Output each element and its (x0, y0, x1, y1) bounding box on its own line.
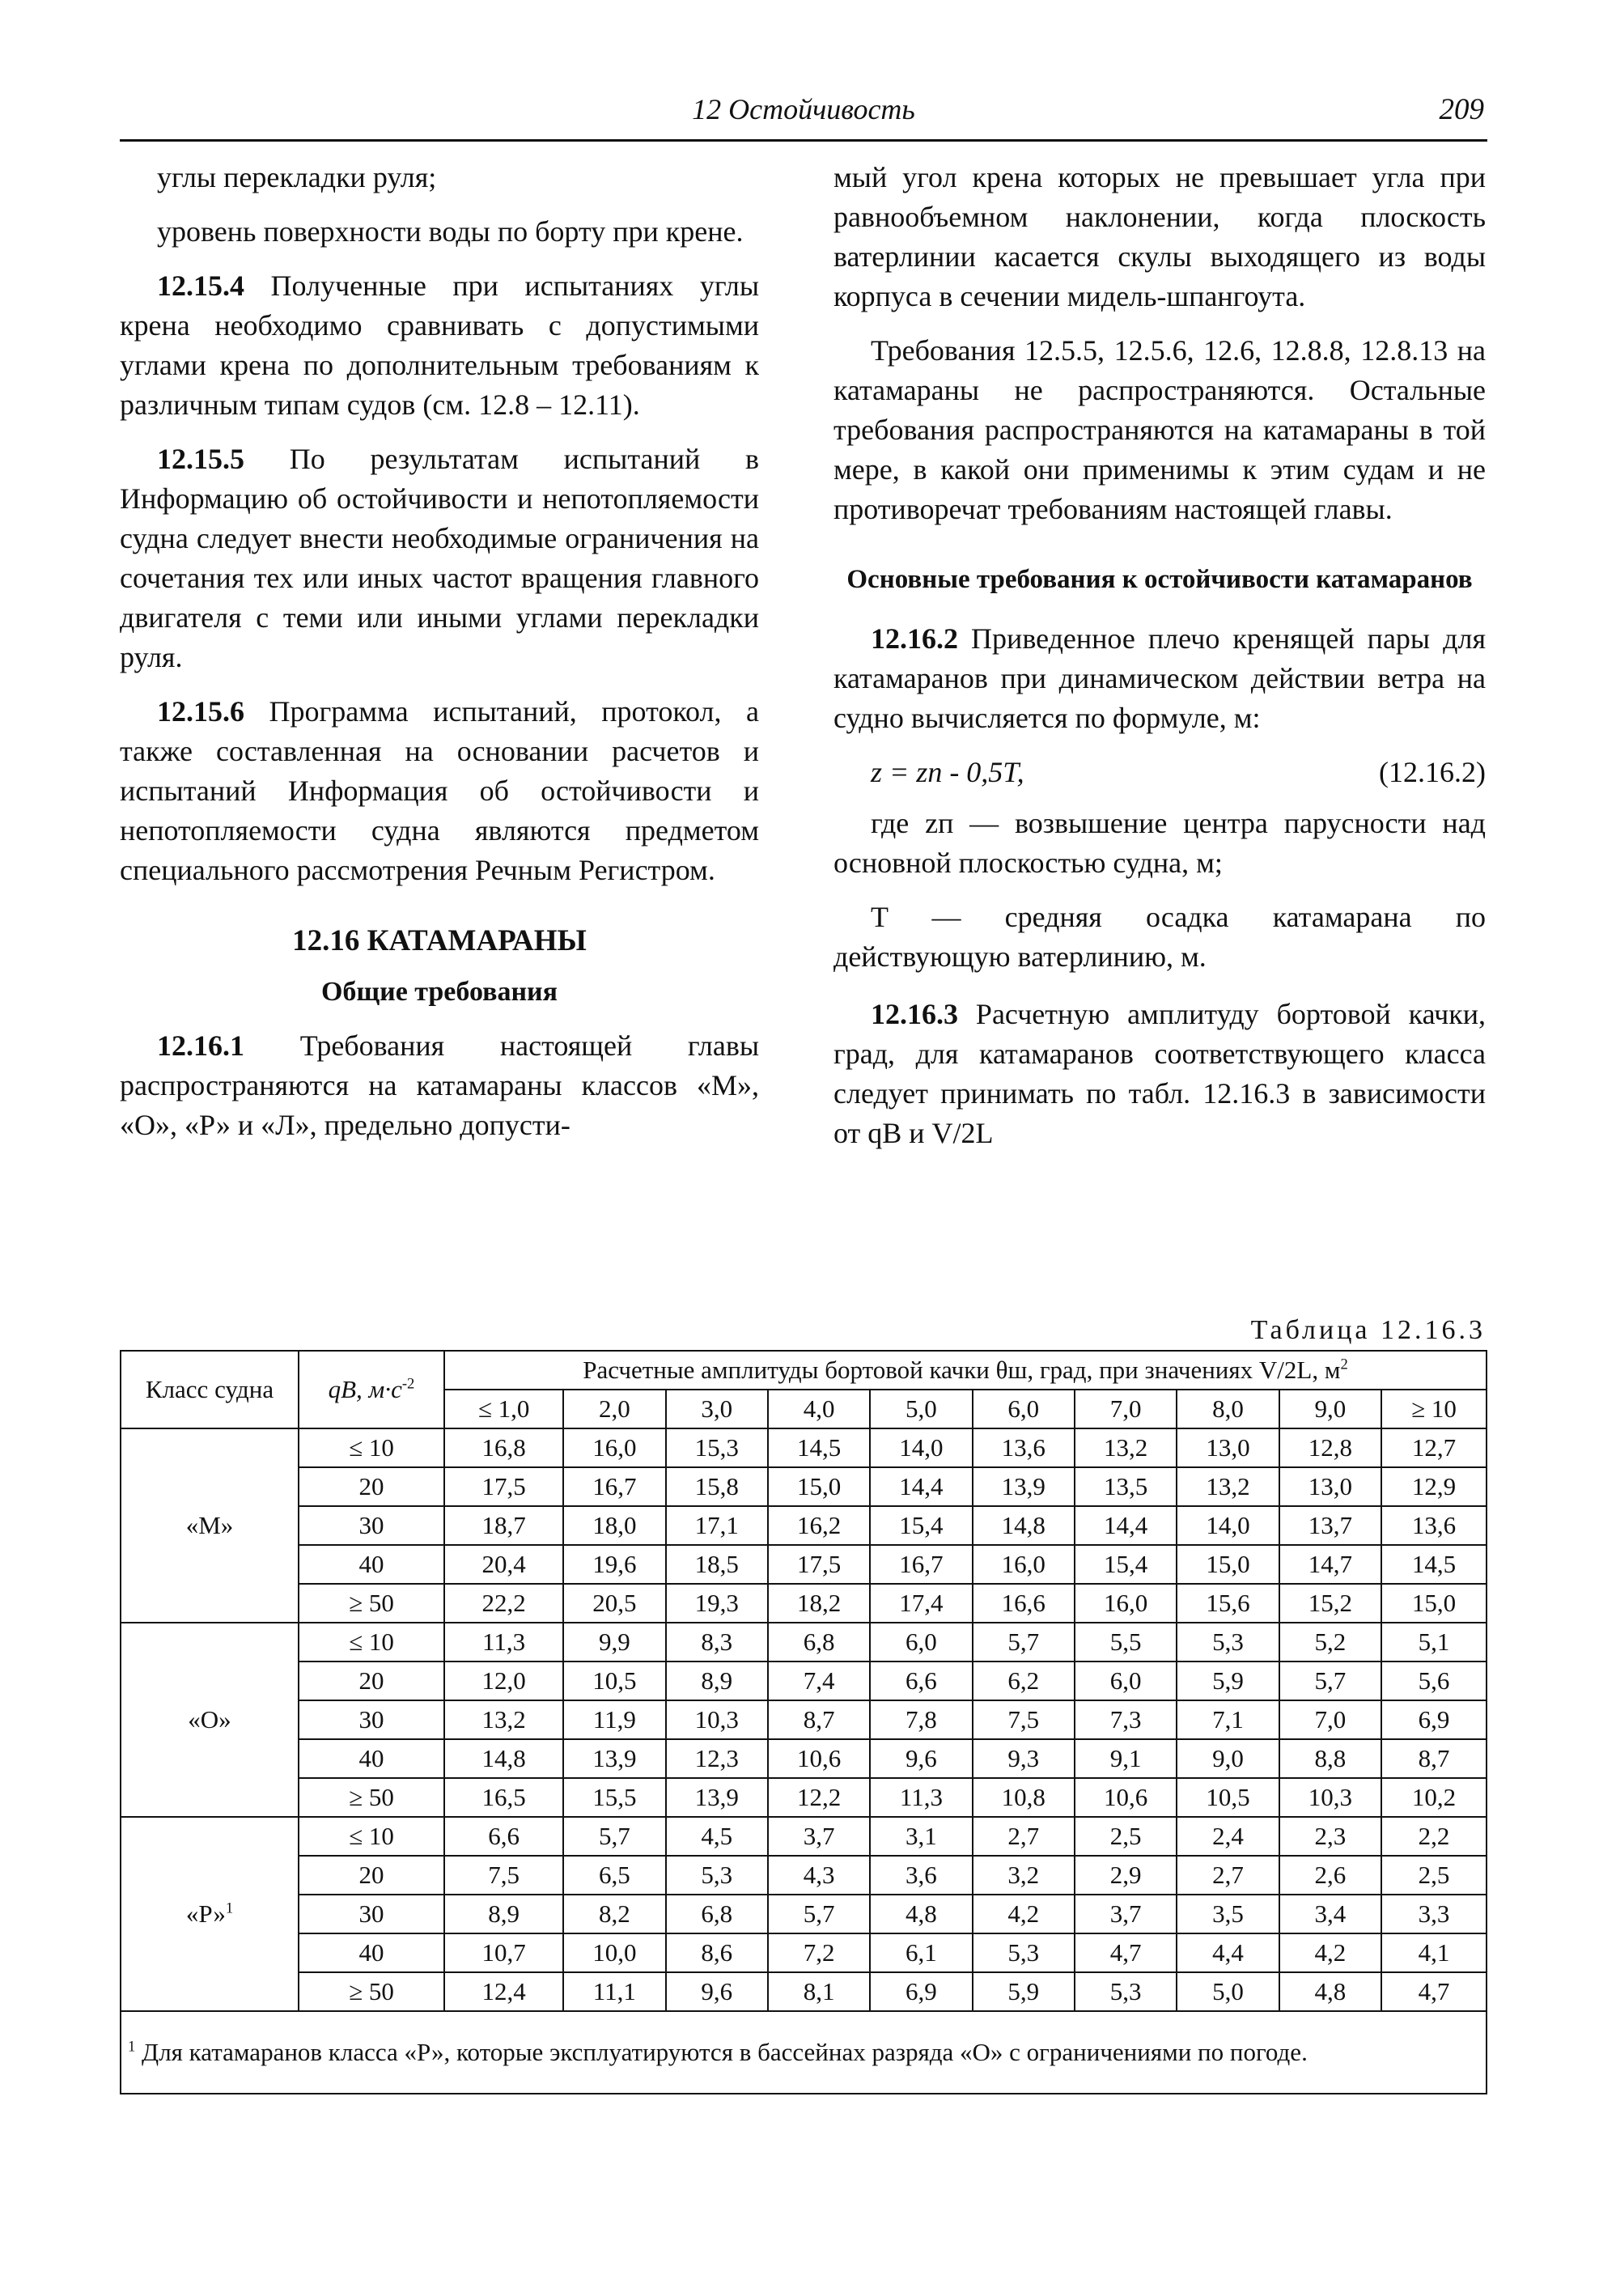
page-number: 209 (1439, 93, 1484, 126)
amplitude-cell: 13,6 (973, 1428, 1075, 1467)
amplitude-cell: 6,9 (870, 1972, 972, 2011)
qb-cell: ≥ 50 (299, 1584, 444, 1623)
vessel-class-cell (121, 1817, 299, 2011)
footnote-ref: 1 (225, 1899, 234, 1917)
amplitude-cell: 8,6 (666, 1933, 768, 1972)
table-row (121, 1933, 1487, 1972)
table-row (121, 1739, 1487, 1778)
amplitude-cell: 19,3 (666, 1584, 768, 1623)
formula-number: (12.16.2) (1379, 756, 1486, 788)
header-v2l-value: 8,0 (1177, 1390, 1279, 1428)
amplitude-cell: 8,2 (563, 1895, 665, 1933)
amplitude-cell: 15,0 (1381, 1584, 1487, 1623)
amplitude-cell: 5,7 (1279, 1662, 1381, 1700)
amplitude-cell: 7,5 (973, 1700, 1075, 1739)
header-v2l-value: 3,0 (666, 1390, 768, 1428)
qb-cell: 40 (299, 1545, 444, 1584)
amplitude-cell: 5,3 (973, 1933, 1075, 1972)
amplitude-cell: 15,8 (666, 1467, 768, 1506)
footnote-text: Для катамаранов класса «Р», которые эксплуатируются в бассейнах разряда «О» с ограничениями по погоде. (135, 2038, 1308, 2066)
amplitude-cell: 22,2 (444, 1584, 563, 1623)
amplitude-cell: 3,7 (768, 1817, 870, 1856)
amplitude-cell: 15,6 (1177, 1584, 1279, 1623)
amplitude-cell: 9,0 (1177, 1739, 1279, 1778)
subsection-title: Основные требования к остойчивости катамаранов (846, 565, 1473, 594)
amplitude-cell: 3,1 (870, 1817, 972, 1856)
amplitude-cell: 15,5 (563, 1778, 665, 1817)
clause-number: 12.16.1 (157, 1029, 244, 1062)
section-title: 12.16 КАТАМАРАНЫ (292, 924, 587, 957)
amplitude-cell: 10,0 (563, 1933, 665, 1972)
paragraph-12-16-2 (833, 619, 1486, 738)
amplitude-cell: 5,7 (563, 1817, 665, 1856)
amplitude-cell: 8,8 (1279, 1739, 1381, 1778)
clause-text: Полученные при испытаниях углы крена необходимо сравнивать с допустимыми углами крена по дополнительным требованиям к различным типам судов (см. 12.8 – 12.11). (120, 269, 759, 421)
amplitude-cell: 5,6 (1381, 1662, 1487, 1700)
table-row (121, 1428, 1487, 1467)
amplitude-cell: 18,7 (444, 1506, 563, 1545)
amplitude-cell: 5,1 (1381, 1623, 1487, 1662)
amplitude-cell: 6,6 (444, 1817, 563, 1856)
amplitude-cell: 7,1 (1177, 1700, 1279, 1739)
amplitude-cell: 13,9 (666, 1778, 768, 1817)
vessel-class-cell (121, 1623, 299, 1817)
amplitude-cell: 8,7 (1381, 1739, 1487, 1778)
amplitude-cell: 17,5 (444, 1467, 563, 1506)
header-v2l-value: ≤ 1,0 (444, 1390, 563, 1428)
qb-cell: 20 (299, 1856, 444, 1895)
amplitude-cell: 2,9 (1075, 1856, 1177, 1895)
amplitude-cell: 5,3 (666, 1856, 768, 1895)
amplitude-cell: 6,6 (870, 1662, 972, 1700)
amplitude-cell: 3,3 (1381, 1895, 1487, 1933)
formula-expression: z = zп - 0,5T, (871, 756, 1024, 788)
table-row (121, 1584, 1487, 1623)
amplitude-cell: 4,4 (1177, 1933, 1279, 1972)
amplitude-cell: 6,5 (563, 1856, 665, 1895)
amplitude-cell: 7,3 (1075, 1700, 1177, 1739)
amplitude-cell: 4,3 (768, 1856, 870, 1895)
clause-number: 12.15.6 (157, 695, 244, 728)
amplitude-cell: 19,6 (563, 1545, 665, 1584)
amplitude-cell: 4,1 (1381, 1933, 1487, 1972)
paragraph-12-16-3 (833, 995, 1486, 1153)
table-row (121, 1778, 1487, 1817)
amplitude-cell: 10,3 (666, 1700, 768, 1739)
amplitude-cell: 11,9 (563, 1700, 665, 1739)
amplitude-cell: 13,0 (1177, 1428, 1279, 1467)
clause-number: 12.16.3 (871, 998, 958, 1030)
amplitude-cell: 13,7 (1279, 1506, 1381, 1545)
qb-cell: 30 (299, 1506, 444, 1545)
amplitude-cell: 16,0 (973, 1545, 1075, 1584)
amplitude-cell: 4,5 (666, 1817, 768, 1856)
clause-text: Программа испытаний, протокол, а также составленная на основании расчетов и испытаний Информация об остойчивости и непотопляемости судна являются предметом специального рассмотрения Речным Регистром. (120, 695, 759, 886)
footnote-mark: 1 (128, 2038, 136, 2056)
amplitude-cell: 13,5 (1075, 1467, 1177, 1506)
amplitude-cell: 14,7 (1279, 1545, 1381, 1584)
vessel-class: «М» (185, 1511, 234, 1539)
amplitude-cell: 15,4 (870, 1506, 972, 1545)
amplitude-cell: 4,7 (1075, 1933, 1177, 1972)
amplitude-cell: 10,6 (1075, 1778, 1177, 1817)
clause-text: По результатам испытаний в Информацию об остойчивости и непотопляемости судна следует внести необходимые ограничения на сочетания тех или иных частот вращения главного двигателя с теми или иными углами перекладки руля. (120, 443, 759, 673)
amplitude-cell: 10,5 (1177, 1778, 1279, 1817)
definition-zp: где zп — возвышение центра парусности над основной плоскостью судна, м; (833, 807, 1486, 879)
paragraph: углы перекладки руля; (157, 161, 437, 193)
amplitude-cell: 9,6 (666, 1972, 768, 2011)
amplitude-cell: 18,2 (768, 1584, 870, 1623)
table-header-row (121, 1351, 1487, 1390)
amplitude-cell: 12,8 (1279, 1428, 1381, 1467)
vessel-class: «Р» (185, 1899, 226, 1928)
clause-number: 12.15.4 (157, 269, 244, 302)
header-v2l-value: 7,0 (1075, 1390, 1177, 1428)
table-row (121, 1972, 1487, 2011)
header-qb-exponent: -2 (401, 1375, 415, 1393)
amplitude-cell: 12,2 (768, 1778, 870, 1817)
amplitude-cell: 4,8 (870, 1895, 972, 1933)
amplitude-cell: 12,9 (1381, 1467, 1487, 1506)
table-row (121, 1662, 1487, 1700)
amplitude-cell: 2,2 (1381, 1817, 1487, 1856)
amplitude-cell: 7,5 (444, 1856, 563, 1895)
amplitude-cell: 10,8 (973, 1778, 1075, 1817)
header-v2l-value: ≥ 10 (1381, 1390, 1487, 1428)
amplitude-cell: 13,2 (1075, 1428, 1177, 1467)
table-label: Таблица 12.16.3 (1250, 1315, 1486, 1345)
amplitude-cell: 20,5 (563, 1584, 665, 1623)
amplitude-cell: 3,6 (870, 1856, 972, 1895)
table-row (121, 1467, 1487, 1506)
amplitude-cell: 18,0 (563, 1506, 665, 1545)
amplitude-cell: 5,0 (1177, 1972, 1279, 2011)
amplitude-cell: 6,2 (973, 1662, 1075, 1700)
qb-cell: 30 (299, 1700, 444, 1739)
amplitude-cell: 9,1 (1075, 1739, 1177, 1778)
amplitude-cell: 15,4 (1075, 1545, 1177, 1584)
amplitude-cell: 15,2 (1279, 1584, 1381, 1623)
amplitude-cell: 2,3 (1279, 1817, 1381, 1856)
table-body (121, 1428, 1487, 2011)
amplitude-cell: 3,2 (973, 1856, 1075, 1895)
qb-cell: 40 (299, 1739, 444, 1778)
paragraph-12-16-1 (120, 1026, 759, 1145)
amplitude-cell: 6,0 (870, 1623, 972, 1662)
amplitude-cell: 2,7 (973, 1817, 1075, 1856)
amplitude-cell: 6,1 (870, 1933, 972, 1972)
amplitude-cell: 10,5 (563, 1662, 665, 1700)
amplitude-cell: 4,7 (1381, 1972, 1487, 2011)
amplitude-cell: 16,7 (563, 1467, 665, 1506)
amplitude-cell: 17,5 (768, 1545, 870, 1584)
header-group (444, 1351, 1487, 1390)
amplitude-cell: 14,8 (444, 1739, 563, 1778)
amplitude-cell: 12,7 (1381, 1428, 1487, 1467)
header-v2l-value: 5,0 (870, 1390, 972, 1428)
amplitude-cell: 16,8 (444, 1428, 563, 1467)
amplitude-cell: 5,5 (1075, 1623, 1177, 1662)
amplitude-cell: 5,9 (973, 1972, 1075, 2011)
amplitude-cell: 7,4 (768, 1662, 870, 1700)
qb-cell: ≤ 10 (299, 1623, 444, 1662)
amplitude-cell: 11,1 (563, 1972, 665, 2011)
qb-cell: ≥ 50 (299, 1778, 444, 1817)
amplitude-cell: 16,0 (1075, 1584, 1177, 1623)
amplitude-cell: 8,9 (666, 1662, 768, 1700)
amplitude-cell: 16,7 (870, 1545, 972, 1584)
formula-12-16-2 (833, 753, 1486, 792)
amplitude-cell: 9,6 (870, 1739, 972, 1778)
clause-text: Расчетную амплитуду бортовой качки, град, для катамаранов соответствующего класса следует принимать по табл. 12.16.3 в зависимости от qB и V/2L (833, 998, 1486, 1149)
amplitude-cell: 4,2 (973, 1895, 1075, 1933)
paragraph-12-15-4 (120, 266, 759, 425)
paragraph: мый угол крена которых не превышает угла при равнообъемном наклонении, когда плоскость ватерлинии касается скулы выходящего из воды корпуса в сечении мидель-шпангоута. (833, 161, 1486, 312)
table-row (121, 1856, 1487, 1895)
amplitude-cell: 13,9 (563, 1739, 665, 1778)
amplitude-cell: 2,5 (1075, 1817, 1177, 1856)
amplitude-cell: 2,4 (1177, 1817, 1279, 1856)
qb-cell: 30 (299, 1895, 444, 1933)
qb-cell: 40 (299, 1933, 444, 1972)
header-group-exponent: 2 (1340, 1356, 1348, 1373)
amplitude-cell: 6,0 (1075, 1662, 1177, 1700)
amplitude-cell: 16,2 (768, 1506, 870, 1545)
definition-t: T — средняя осадка катамарана по действующую ватерлинию, м. (833, 901, 1486, 973)
amplitude-cell: 14,0 (870, 1428, 972, 1467)
header-qb-text: qB, м·с (328, 1375, 402, 1403)
vessel-class: «О» (188, 1705, 231, 1734)
header-v2l-value: 6,0 (973, 1390, 1075, 1428)
paragraph: уровень поверхности воды по борту при крене. (157, 215, 744, 248)
amplitude-cell: 2,6 (1279, 1856, 1381, 1895)
table-row (121, 1623, 1487, 1662)
roll-amplitude-table (120, 1350, 1487, 2094)
left-column (120, 158, 759, 1160)
amplitude-cell: 8,9 (444, 1895, 563, 1933)
amplitude-cell: 16,6 (973, 1584, 1075, 1623)
header-v2l-value: 4,0 (768, 1390, 870, 1428)
amplitude-cell: 11,3 (870, 1778, 972, 1817)
amplitude-cell: 12,4 (444, 1972, 563, 2011)
amplitude-cell: 10,2 (1381, 1778, 1487, 1817)
amplitude-cell: 13,6 (1381, 1506, 1487, 1545)
amplitude-cell: 10,3 (1279, 1778, 1381, 1817)
amplitude-cell: 17,4 (870, 1584, 972, 1623)
amplitude-cell: 12,3 (666, 1739, 768, 1778)
table-footnote-row (121, 2011, 1487, 2094)
table-row (121, 1817, 1487, 1856)
amplitude-cell: 9,9 (563, 1623, 665, 1662)
clause-text: Приведенное плечо кренящей пары для катамаранов при динамическом действии ветра на судно вычисляется по формуле, м: (833, 622, 1486, 734)
vessel-class-cell (121, 1428, 299, 1623)
amplitude-cell: 12,0 (444, 1662, 563, 1700)
table-row (121, 1895, 1487, 1933)
amplitude-cell: 15,0 (768, 1467, 870, 1506)
amplitude-cell: 5,2 (1279, 1623, 1381, 1662)
qb-cell: ≤ 10 (299, 1428, 444, 1467)
amplitude-cell: 3,5 (1177, 1895, 1279, 1933)
amplitude-cell: 14,5 (1381, 1545, 1487, 1584)
amplitude-cell: 10,7 (444, 1933, 563, 1972)
amplitude-cell: 17,1 (666, 1506, 768, 1545)
clause-text: Требования настоящей главы распространяются на катамараны классов «М», «О», «Р» и «Л», предельно допусти- (120, 1029, 759, 1141)
subsection-title: Общие требования (320, 977, 558, 1007)
running-title: 12 Остойчивость (692, 93, 915, 125)
amplitude-cell: 5,7 (768, 1895, 870, 1933)
amplitude-cell: 13,2 (1177, 1467, 1279, 1506)
running-header (120, 89, 1487, 142)
header-qb (299, 1351, 444, 1428)
amplitude-cell: 11,3 (444, 1623, 563, 1662)
table-footnote (121, 2011, 1487, 2094)
amplitude-cell: 16,5 (444, 1778, 563, 1817)
amplitude-cell: 10,6 (768, 1739, 870, 1778)
amplitude-cell: 7,2 (768, 1933, 870, 1972)
header-class: Класс судна (121, 1351, 299, 1428)
qb-cell: 20 (299, 1662, 444, 1700)
amplitude-cell: 13,0 (1279, 1467, 1381, 1506)
amplitude-cell: 5,3 (1075, 1972, 1177, 2011)
amplitude-cell: 14,5 (768, 1428, 870, 1467)
qb-cell: ≤ 10 (299, 1817, 444, 1856)
amplitude-cell: 3,7 (1075, 1895, 1177, 1933)
right-column (833, 158, 1486, 1168)
amplitude-cell: 2,5 (1381, 1856, 1487, 1895)
paragraph: Требования 12.5.5, 12.5.6, 12.6, 12.8.8, 12.8.13 на катамараны не распространяются. Остальные требования распространяются на катамараны в той мере, в какой они применимы к этим судам и не противоречат требованиям настоящей главы. (833, 334, 1486, 525)
qb-cell: 20 (299, 1467, 444, 1506)
paragraph-12-15-6 (120, 692, 759, 890)
amplitude-cell: 14,4 (1075, 1506, 1177, 1545)
header-group-text: Расчетные амплитуды бортовой качки θш, град, при значениях V/2L, м (583, 1356, 1341, 1384)
clause-number: 12.15.5 (157, 443, 244, 475)
table-row (121, 1545, 1487, 1584)
amplitude-cell: 5,7 (973, 1623, 1075, 1662)
amplitude-cell: 6,9 (1381, 1700, 1487, 1739)
amplitude-cell: 8,7 (768, 1700, 870, 1739)
paragraph-12-15-5 (120, 439, 759, 677)
amplitude-cell: 16,0 (563, 1428, 665, 1467)
amplitude-cell: 6,8 (768, 1623, 870, 1662)
amplitude-cell: 15,0 (1177, 1545, 1279, 1584)
amplitude-cell: 18,5 (666, 1545, 768, 1584)
table-row (121, 1506, 1487, 1545)
amplitude-cell: 13,2 (444, 1700, 563, 1739)
amplitude-cell: 15,3 (666, 1428, 768, 1467)
amplitude-cell: 20,4 (444, 1545, 563, 1584)
amplitude-cell: 8,1 (768, 1972, 870, 2011)
amplitude-cell: 14,4 (870, 1467, 972, 1506)
amplitude-cell: 8,3 (666, 1623, 768, 1662)
amplitude-cell: 2,7 (1177, 1856, 1279, 1895)
amplitude-cell: 5,3 (1177, 1623, 1279, 1662)
amplitude-cell: 7,0 (1279, 1700, 1381, 1739)
amplitude-cell: 4,8 (1279, 1972, 1381, 2011)
table-row (121, 1700, 1487, 1739)
amplitude-cell: 3,4 (1279, 1895, 1381, 1933)
amplitude-cell: 7,8 (870, 1700, 972, 1739)
amplitude-cell: 9,3 (973, 1739, 1075, 1778)
header-v2l-value: 2,0 (563, 1390, 665, 1428)
amplitude-cell: 6,8 (666, 1895, 768, 1933)
amplitude-cell: 14,8 (973, 1506, 1075, 1545)
amplitude-cell: 14,0 (1177, 1506, 1279, 1545)
amplitude-cell: 4,2 (1279, 1933, 1381, 1972)
amplitude-cell: 5,9 (1177, 1662, 1279, 1700)
header-v2l-value: 9,0 (1279, 1390, 1381, 1428)
amplitude-cell: 13,9 (973, 1467, 1075, 1506)
clause-number: 12.16.2 (871, 622, 958, 655)
qb-cell: ≥ 50 (299, 1972, 444, 2011)
